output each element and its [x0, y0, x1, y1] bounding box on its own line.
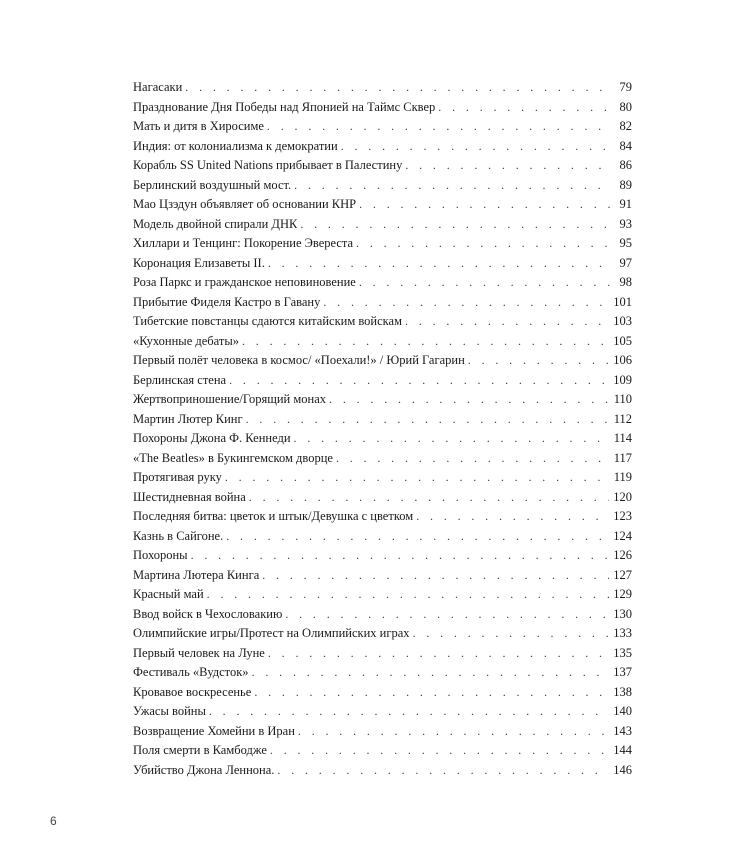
dot-leader	[191, 546, 610, 566]
toc-entry-title: Нагасаки	[133, 80, 183, 94]
toc-entry	[133, 585, 632, 605]
toc-entry-title: Ужасы войны	[133, 704, 206, 718]
toc-entry-title: Индия: от колониализма к демократии	[133, 138, 338, 153]
toc-entry	[133, 644, 632, 664]
toc-entry-page: 129	[613, 587, 632, 601]
toc-entry-page: 91	[619, 197, 632, 211]
toc-entry-title: Казнь в Сайгоне.	[133, 528, 224, 543]
dot-leader	[356, 234, 610, 254]
toc-entry-page: 127	[613, 567, 632, 582]
toc-entry	[133, 195, 632, 215]
toc-entry-page: 112	[613, 411, 632, 426]
toc-entry	[133, 546, 632, 566]
toc-entry-page: 117	[613, 450, 632, 465]
dot-leader	[413, 624, 610, 644]
toc-entry-title: Фестиваль «Вудсток»	[133, 665, 249, 679]
toc-entry-title: Похороны Джона Ф. Кеннеди	[133, 431, 291, 445]
toc-entry-title: Жертвоприношение/Горящий монах	[133, 392, 327, 406]
dot-leader	[252, 663, 610, 683]
dot-leader	[225, 468, 610, 488]
toc-entry	[133, 605, 632, 625]
toc-entry-page: 79	[619, 80, 632, 94]
toc-entry-page: 114	[613, 431, 632, 445]
dot-leader	[298, 722, 609, 742]
toc-entry-page: 124	[613, 528, 632, 543]
toc-entry-title: Возвращение Хомейни в Иран	[133, 723, 295, 738]
toc-entry-page: 146	[613, 762, 632, 777]
toc-entry-title: Мартина Лютера Кинга	[133, 567, 260, 582]
toc-entry-title: Мартин Лютер Кинг	[133, 411, 243, 426]
toc-entry	[133, 293, 632, 313]
dot-leader	[438, 98, 610, 118]
toc-entry	[133, 312, 632, 332]
toc-entry	[133, 624, 632, 644]
dot-leader	[209, 702, 609, 722]
toc-entry-title: Ввод войск в Чехословакию	[133, 606, 283, 621]
toc-entry-page: 86	[619, 158, 632, 172]
toc-entry	[133, 566, 632, 586]
toc-entry	[133, 410, 632, 430]
toc-entry-page: 119	[613, 470, 632, 484]
toc-entry	[133, 722, 632, 742]
dot-leader	[185, 78, 610, 98]
toc-entry	[133, 117, 632, 137]
dot-leader	[468, 351, 609, 371]
table-of-contents	[133, 78, 632, 780]
dot-leader	[336, 449, 610, 469]
toc-entry-page: 110	[613, 392, 632, 406]
toc-entry-page: 109	[613, 372, 632, 387]
toc-entry	[133, 215, 632, 235]
dot-leader	[229, 371, 609, 391]
toc-entry	[133, 702, 632, 722]
dot-leader	[254, 683, 609, 703]
dot-leader	[405, 156, 610, 176]
toc-entry-title: Кровавое воскресенье	[133, 684, 252, 699]
dot-leader	[207, 585, 610, 605]
toc-entry	[133, 332, 632, 352]
dot-leader	[246, 410, 610, 430]
toc-entry-page: 138	[613, 684, 632, 699]
toc-entry-title: Празднование Дня Победы над Японией на Таймс Сквер	[133, 99, 436, 114]
dot-leader	[226, 527, 609, 547]
toc-entry-page: 97	[619, 255, 632, 270]
toc-entry	[133, 351, 632, 371]
toc-entry-page: 101	[613, 294, 632, 309]
toc-entry-title: Мать и дитя в Хиросиме	[133, 119, 264, 133]
toc-entry-page: 93	[619, 216, 632, 231]
toc-entry-title: Красный май	[133, 587, 204, 601]
toc-entry-title: Коронация Елизаветы II.	[133, 255, 265, 270]
toc-entry-title: Хиллари и Тенцинг: Покорение Эвереста	[133, 236, 354, 250]
toc-entry-page: 82	[619, 119, 632, 133]
toc-entry-title: Протягивая руку	[133, 470, 222, 484]
toc-entry-page: 95	[619, 236, 632, 250]
toc-entry	[133, 390, 632, 410]
toc-entry-page: 126	[613, 548, 632, 562]
toc-entry-title: Олимпийские игры/Протест на Олимпийских играх	[133, 626, 410, 640]
dot-leader	[323, 293, 609, 313]
dot-leader	[277, 761, 609, 781]
toc-entry-title: Похороны	[133, 548, 188, 562]
dot-leader	[359, 195, 610, 215]
toc-entry	[133, 741, 632, 761]
dot-leader	[294, 176, 610, 196]
toc-entry	[133, 683, 632, 703]
dot-leader	[268, 254, 610, 274]
toc-entry	[133, 273, 632, 293]
toc-entry-page: 140	[613, 704, 632, 718]
toc-entry-page: 80	[619, 99, 632, 114]
dot-leader	[329, 390, 610, 410]
toc-entry-page: 135	[613, 645, 632, 660]
toc-entry-page: 130	[613, 606, 632, 621]
toc-entry-title: «The Beatles» в Букингемском дворце	[133, 450, 333, 465]
toc-entry-page: 106	[613, 353, 632, 367]
toc-entry	[133, 371, 632, 391]
toc-entry-title: Тибетские повстанцы сдаются китайским войскам	[133, 314, 403, 328]
toc-entry-title: Роза Паркс и гражданское неповиновение	[133, 275, 356, 289]
toc-entry-title: Берлинский воздушный мост.	[133, 177, 292, 192]
toc-entry-title: Первый полёт человека в космос/ «Поехали!» / Юрий Гагарин	[133, 353, 465, 367]
toc-entry-title: Поля смерти в Камбодже	[133, 743, 267, 757]
toc-entry	[133, 156, 632, 176]
dot-leader	[405, 312, 609, 332]
toc-entry-title: Прибытие Фиделя Кастро в Гавану	[133, 294, 321, 309]
toc-entry-title: Первый человек на Луне	[133, 645, 265, 660]
toc-entry	[133, 488, 632, 508]
toc-entry	[133, 137, 632, 157]
toc-entry	[133, 78, 632, 98]
dot-leader	[267, 117, 610, 137]
toc-entry-title: Шестидневная война	[133, 489, 246, 504]
toc-entry-page: 84	[619, 138, 632, 153]
toc-entry	[133, 176, 632, 196]
toc-entry	[133, 663, 632, 683]
dot-leader	[300, 215, 610, 235]
toc-entry	[133, 527, 632, 547]
toc-entry	[133, 507, 632, 527]
toc-entry-title: Последняя битва: цветок и штык/Девушка с цветком	[133, 509, 414, 523]
toc-entry	[133, 761, 632, 781]
toc-entry-title: Корабль SS United Nations прибывает в Палестину	[133, 158, 403, 172]
toc-entry-page: 120	[613, 489, 632, 504]
toc-entry-title: «Кухонные дебаты»	[133, 333, 239, 348]
toc-entry	[133, 449, 632, 469]
toc-entry-page: 103	[613, 314, 632, 328]
dot-leader	[285, 605, 609, 625]
toc-entry-page: 105	[613, 333, 632, 348]
toc-entry-page: 133	[613, 626, 632, 640]
toc-entry-page: 98	[619, 275, 632, 289]
dot-leader	[262, 566, 609, 586]
toc-entry-page: 123	[613, 509, 632, 523]
dot-leader	[242, 332, 609, 352]
toc-entry-page: 143	[613, 723, 632, 738]
toc-entry-title: Модель двойной спирали ДНК	[133, 216, 298, 231]
toc-entry-page: 144	[613, 743, 632, 757]
dot-leader	[294, 429, 610, 449]
toc-entry-page: 89	[619, 177, 632, 192]
toc-entry	[133, 468, 632, 488]
toc-entry-page: 137	[613, 665, 632, 679]
dot-leader	[249, 488, 609, 508]
toc-entry	[133, 254, 632, 274]
toc-entry	[133, 429, 632, 449]
toc-entry-title: Убийство Джона Леннона.	[133, 762, 275, 777]
dot-leader	[268, 644, 609, 664]
toc-entry	[133, 98, 632, 118]
toc-entry-title: Мао Цзэдун объявляет об основании КНР	[133, 197, 357, 211]
toc-entry	[133, 234, 632, 254]
dot-leader	[270, 741, 609, 761]
dot-leader	[341, 137, 610, 157]
dot-leader	[416, 507, 609, 527]
toc-entry-title: Берлинская стена	[133, 372, 227, 387]
page-number: 6	[50, 814, 57, 828]
dot-leader	[359, 273, 610, 293]
